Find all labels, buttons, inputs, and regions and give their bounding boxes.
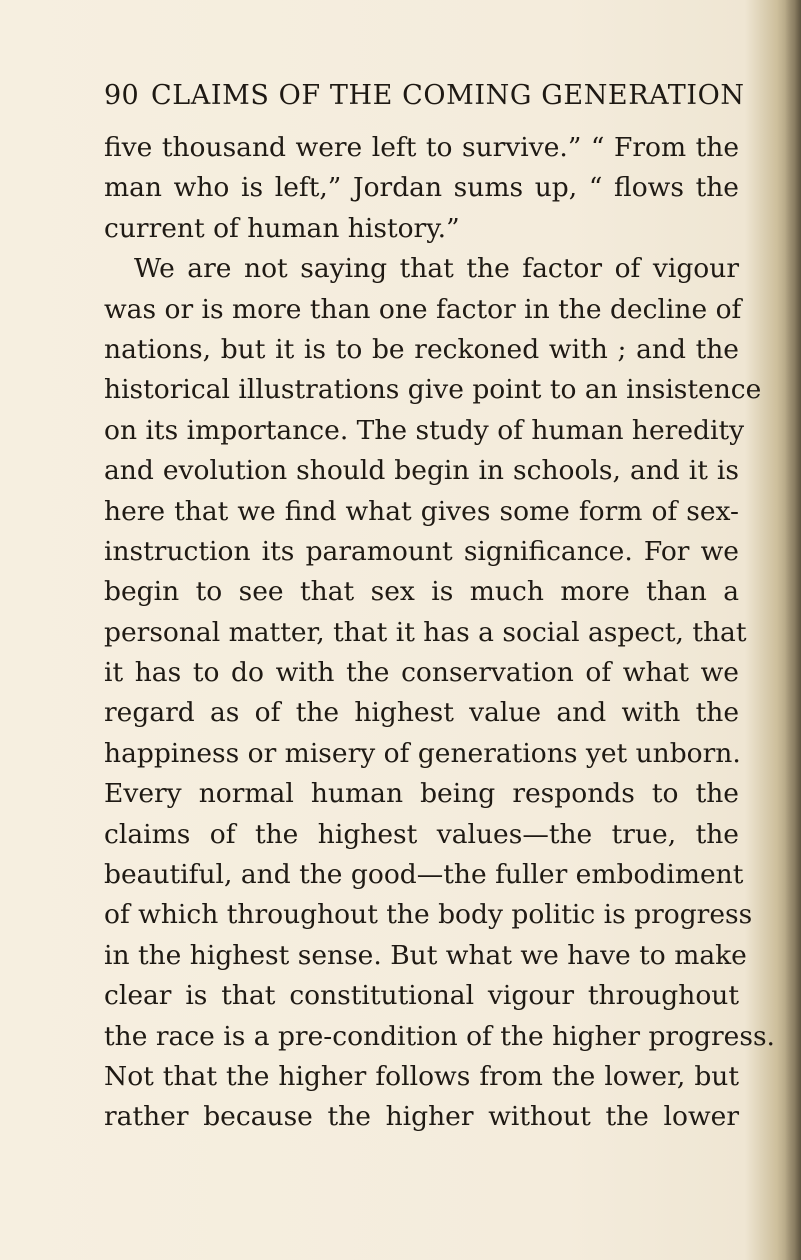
text-line: We are not saying that the factor of vigour (134, 253, 739, 285)
text-line: on its importance. The study of human heredity (104, 414, 745, 446)
text-line: Not that the higher follows from the lower, but (104, 1060, 739, 1092)
page-number: 90 (104, 80, 139, 111)
text-line: current of human history.” (104, 212, 460, 244)
text-line: beautiful, and the good—the fuller embodiment (104, 859, 744, 891)
text-line: the race is a pre-condition of the higher progress. (104, 1020, 775, 1052)
text-line: nations, but it is to be reckoned with ; and the (104, 333, 739, 365)
text-line: it has to do with the conservation of what we (104, 657, 739, 689)
text-line: was or is more than one factor in the decline of (104, 293, 742, 325)
running-title: CLAIMS OF THE COMING GENERATION (150, 80, 745, 111)
text-line: instruction its paramount significance. For we (104, 535, 739, 567)
running-head (104, 80, 745, 124)
page-edge-shadow (785, 0, 801, 1260)
text-line: clear is that constitutional vigour throughout (104, 980, 739, 1012)
text-line: personal matter, that it has a social aspect, that (104, 616, 747, 648)
text-line: regard as of the highest value and with the (104, 697, 739, 729)
text-line: Every normal human being responds to the (104, 778, 739, 810)
text-line: claims of the highest values—the true, the (104, 818, 739, 850)
text-line: in the highest sense. But what we have to make (104, 939, 747, 971)
text-line: man who is left,” Jordan sums up, “ flows the (104, 172, 739, 204)
text-line: and evolution should begin in schools, and it is (104, 455, 739, 487)
text-line: five thousand were left to survive.” “ From the (104, 132, 739, 163)
text-line: rather because the higher without the lower (104, 1101, 739, 1133)
text-line: begin to see that sex is much more than a (104, 576, 739, 608)
text-line: historical illustrations give point to an insistence (104, 374, 762, 406)
text-line: of which throughout the body politic is progress (104, 899, 753, 931)
text-line: happiness or misery of generations yet unborn. (104, 737, 741, 769)
text-line: here that we find what gives some form of sex- (104, 495, 739, 527)
body-text (104, 128, 775, 1138)
